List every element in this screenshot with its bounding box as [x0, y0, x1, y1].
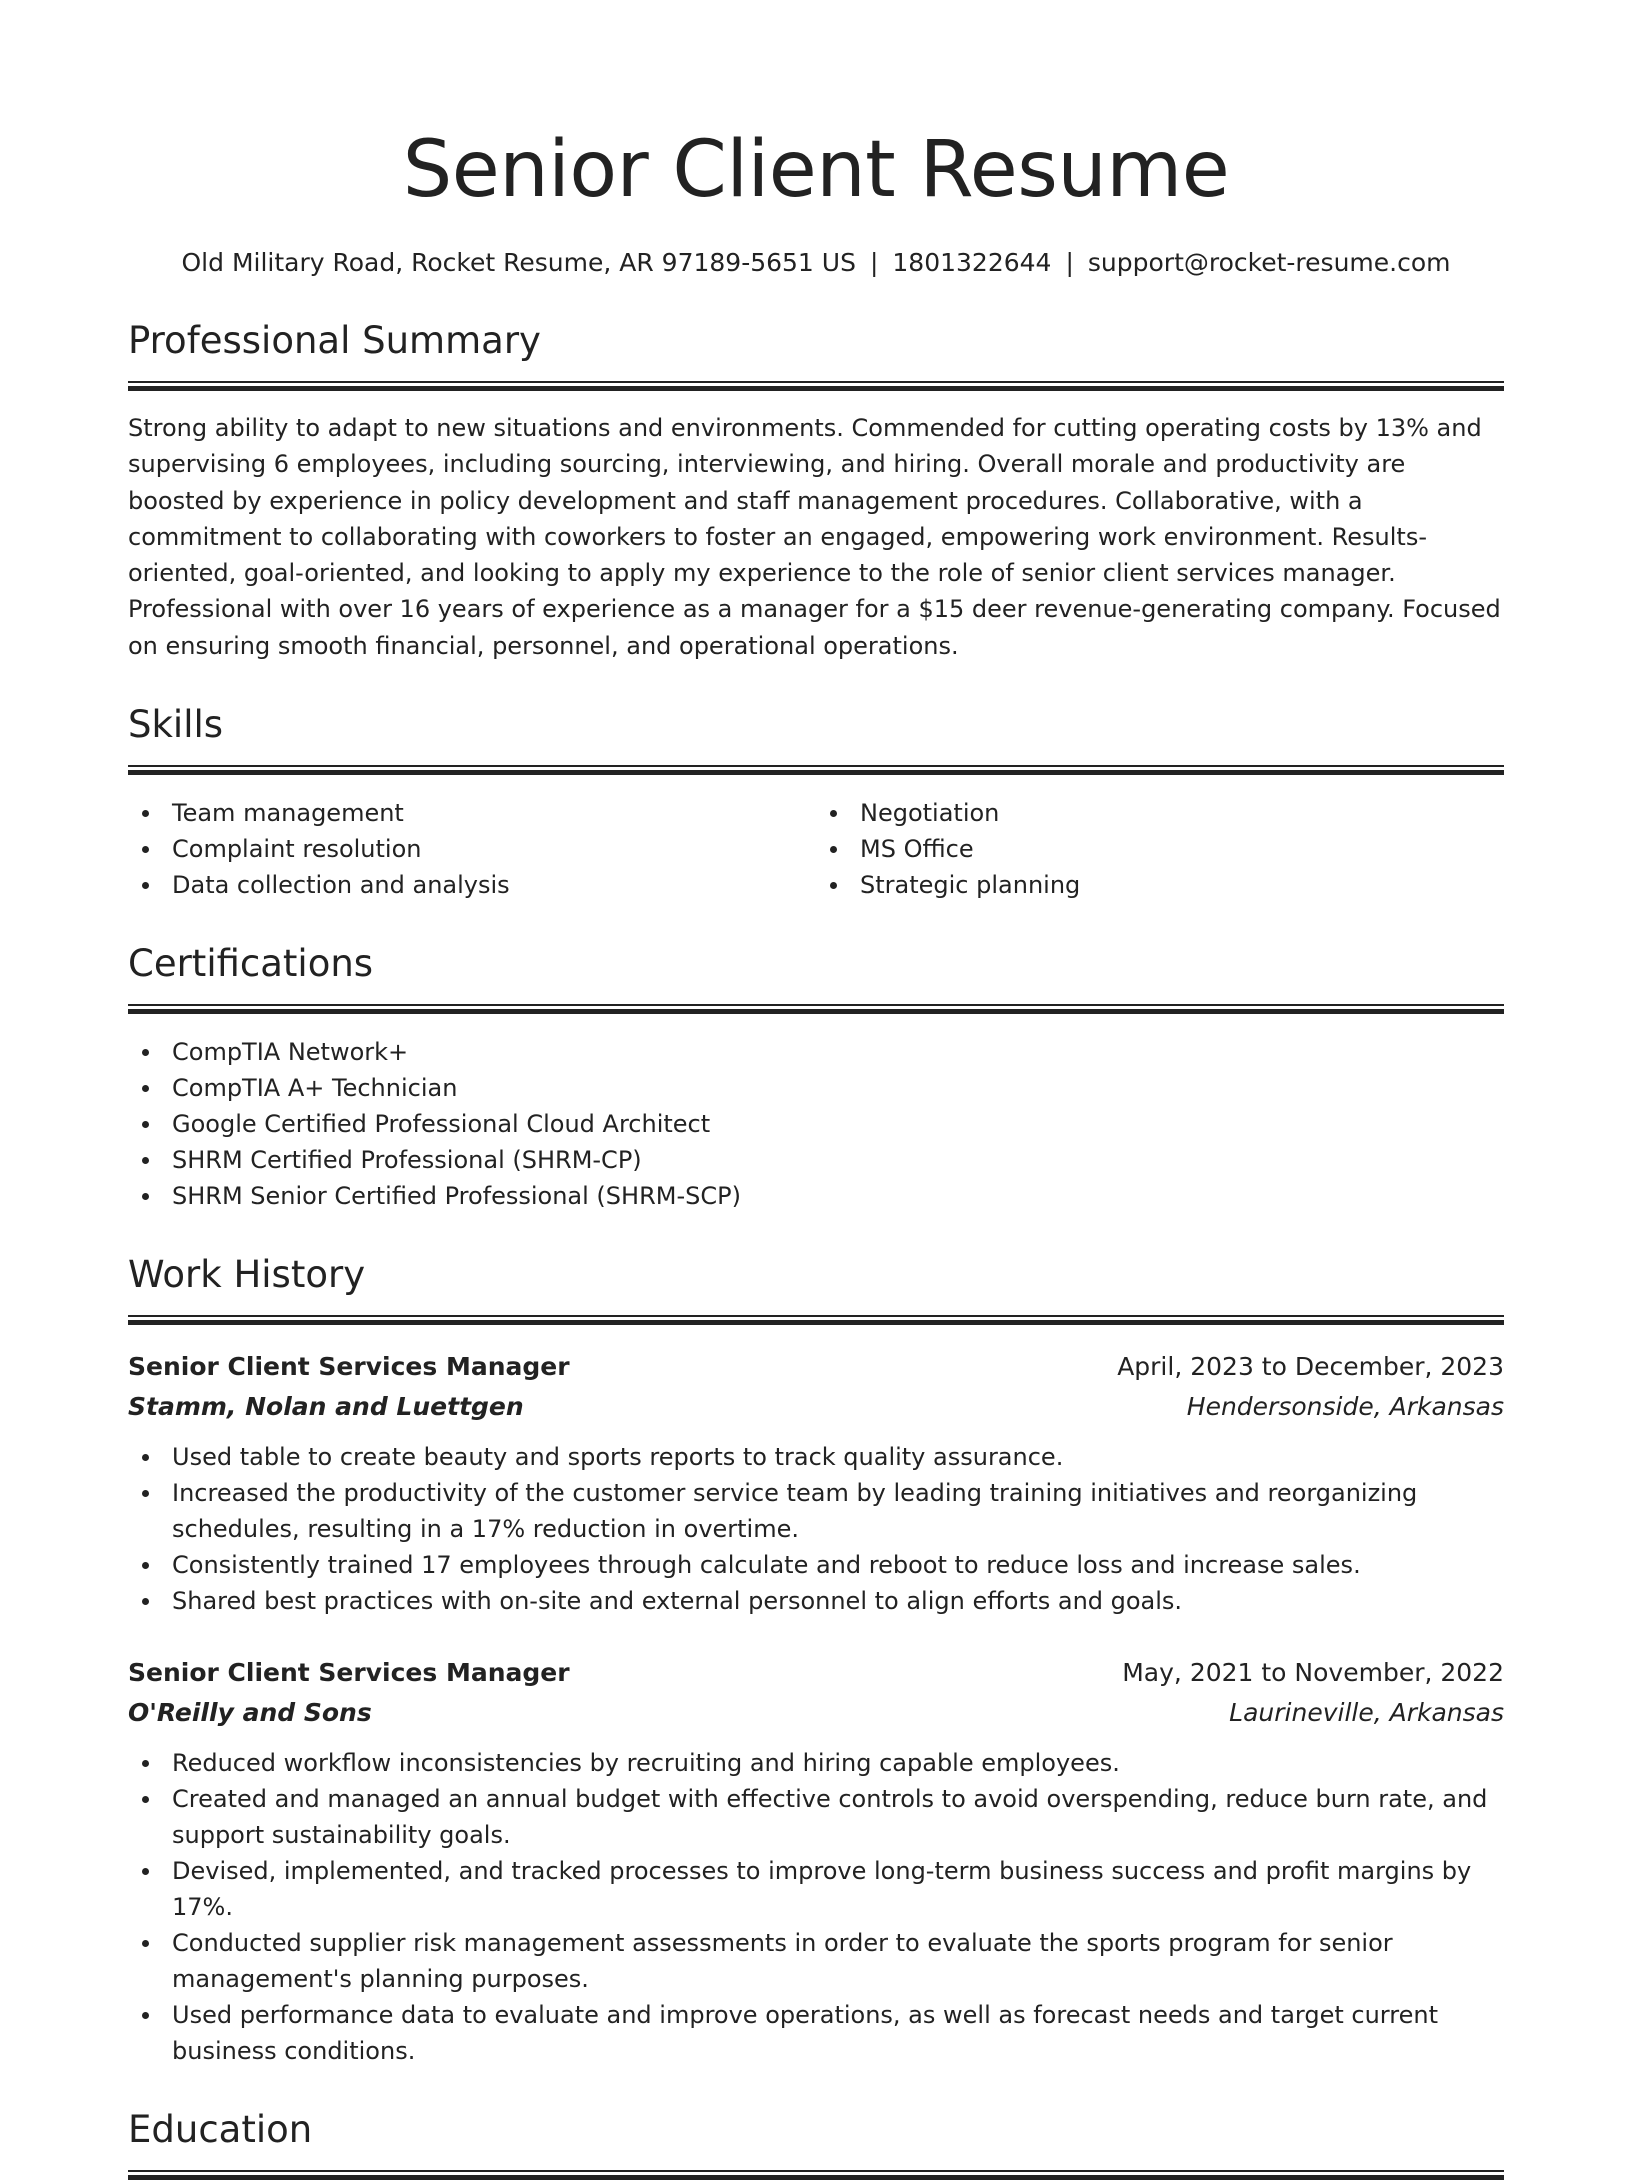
certifications-list — [128, 1034, 1504, 1214]
job-entry — [128, 1347, 1504, 1619]
section-divider — [128, 381, 1504, 391]
job-dates: May, 2021 to November, 2022 — [1122, 1658, 1504, 1688]
section-divider — [128, 765, 1504, 775]
education-heading: Education — [128, 2108, 313, 2152]
job-duty: Used table to create beauty and sports reports to track quality assurance. — [128, 1439, 1504, 1475]
job-location: Laurineville, Arkansas — [1229, 1698, 1504, 1728]
job-company: O'Reilly and Sons — [128, 1698, 372, 1728]
job-duty: Consistently trained 17 employees through calculate and reboot to reduce loss and increase sales. — [128, 1547, 1504, 1583]
skill-item: Negotiation — [816, 795, 1504, 831]
contact-email: support@rocket-resume.com — [1087, 248, 1451, 277]
section-divider — [128, 1315, 1504, 1325]
contact-address: Old Military Road, Rocket Resume, AR 97189-5651 US — [181, 248, 856, 277]
certifications-section — [128, 941, 1504, 1214]
job-duties — [128, 1439, 1504, 1619]
job-duty: Conducted supplier risk management assessments in order to evaluate the sports program for senior management's planning purposes. — [128, 1925, 1504, 1997]
section-divider — [128, 2170, 1504, 2180]
contact-phone: 1801322644 — [892, 248, 1052, 277]
job-title: Senior Client Services Manager — [128, 1658, 570, 1688]
job-dates: April, 2023 to December, 2023 — [1117, 1352, 1504, 1382]
work-history-heading: Work History — [128, 1253, 366, 1297]
job-duties — [128, 1745, 1504, 2069]
skills-grid — [128, 775, 1504, 903]
summary-text: Strong ability to adapt to new situations and environments. Commended for cutting operating costs by 13% and supervising 6 employees, including sourcing, interviewing, and hiring. Overall morale and productivity are boosted by experience in policy development and staff management procedures. Collaborative, with a commitment to collaborating with coworkers to foster an engaged, empowering work environment. Results-oriented, goal-oriented, and looking to apply my experience to the role of senior client services manager. Professional with over 16 years of experience as a manager for a $15 deer revenue-generating company. Focused on ensuring smooth financial, personnel, and operational operations. — [128, 414, 1501, 660]
job-entry — [128, 1653, 1504, 2069]
job-header-row — [128, 1653, 1504, 1693]
skill-item: Complaint resolution — [128, 831, 816, 867]
section-divider — [128, 1004, 1504, 1014]
summary-heading: Professional Summary — [128, 319, 541, 362]
certification-item: CompTIA Network+ — [128, 1034, 1504, 1070]
skills-heading: Skills — [128, 703, 224, 747]
job-company-row — [128, 1693, 1504, 1733]
job-header-row — [128, 1347, 1504, 1387]
contact-separator: | — [869, 248, 879, 277]
certifications-heading: Certifications — [128, 942, 374, 986]
job-duty: Devised, implemented, and tracked processes to improve long-term business success and profit margins by 17%. — [128, 1853, 1504, 1925]
contact-line — [128, 246, 1504, 280]
certification-item: SHRM Senior Certified Professional (SHRM-SCP) — [128, 1178, 1504, 1214]
job-duty: Created and managed an annual budget with effective controls to avoid overspending, reduce burn rate, and support sustainability goals. — [128, 1781, 1504, 1853]
job-duty: Used performance data to evaluate and improve operations, as well as forecast needs and target current business conditions. — [128, 1997, 1504, 2069]
resume-title: Senior Client Resume — [402, 125, 1230, 215]
certification-item: SHRM Certified Professional (SHRM-CP) — [128, 1142, 1504, 1178]
skill-item: Strategic planning — [816, 867, 1504, 903]
skills-list-left — [128, 795, 816, 903]
job-duty: Reduced workflow inconsistencies by recruiting and hiring capable employees. — [128, 1745, 1504, 1781]
certification-item: Google Certified Professional Cloud Architect — [128, 1106, 1504, 1142]
skills-section — [128, 702, 1504, 903]
job-company: Stamm, Nolan and Luettgen — [128, 1392, 524, 1422]
skills-list-right — [816, 795, 1504, 903]
job-location: Hendersonside, Arkansas — [1186, 1392, 1504, 1422]
skill-item: Team management — [128, 795, 816, 831]
skill-item: Data collection and analysis — [128, 867, 816, 903]
contact-separator: | — [1065, 248, 1074, 277]
skill-item: MS Office — [816, 831, 1504, 867]
job-title: Senior Client Services Manager — [128, 1352, 570, 1382]
job-duty: Shared best practices with on-site and external personnel to align efforts and goals. — [128, 1583, 1504, 1619]
job-duty: Increased the productivity of the customer service team by leading training initiatives and reorganizing schedules, resulting in a 17% reduction in overtime. — [128, 1475, 1504, 1547]
certification-item: CompTIA A+ Technician — [128, 1070, 1504, 1106]
job-company-row — [128, 1387, 1504, 1427]
work-history-section — [128, 1252, 1504, 2069]
education-section — [128, 2107, 1504, 2180]
summary-section — [128, 318, 1504, 664]
